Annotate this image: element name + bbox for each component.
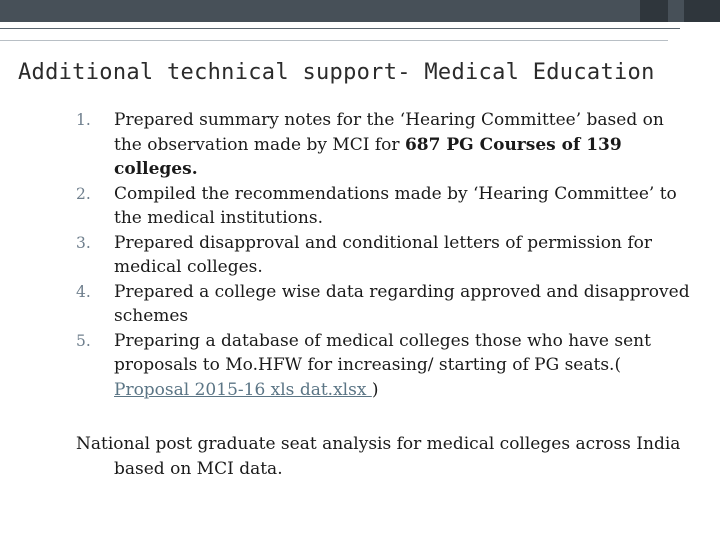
list-item-text: Prepared disapproval and conditional letters of permission for medical colleges. <box>114 232 652 277</box>
list-item-text-end: ) <box>371 379 379 400</box>
list-number: 5. <box>76 331 91 350</box>
list-item <box>76 329 696 403</box>
list-item <box>76 231 696 280</box>
list-item-bold-text: 687 PG Courses of 139 colleges. <box>114 134 622 179</box>
top-bar-segment <box>684 0 720 22</box>
slide-top-bar <box>0 0 720 22</box>
accent-line-secondary <box>0 40 668 41</box>
accent-line <box>0 28 680 29</box>
list-item <box>76 182 696 231</box>
list-number: 2. <box>76 184 91 203</box>
list-number: 3. <box>76 233 91 252</box>
list-number: 1. <box>76 111 91 129</box>
proposal-xlsx-link[interactable]: Proposal 2015-16 xls dat.xlsx <box>114 379 372 400</box>
list-item-text: Prepared summary notes for the ‘Hearing Committee’ based on the observation made by MCI for <box>114 110 664 155</box>
list-number: 4. <box>76 282 91 301</box>
list-item <box>76 280 696 329</box>
list-item-text: Prepared a college wise data regarding approved and disapproved schemes <box>114 281 690 326</box>
slide-title: Additional technical support- Medical Education <box>18 60 655 85</box>
list-item-text: Compiled the recommendations made by ‘Hearing Committee’ to the medical institutions. <box>114 183 677 228</box>
footer-paragraph: National post graduate seat analysis for medical colleges across India based on MCI data. <box>76 434 681 479</box>
top-bar-segment <box>640 0 668 22</box>
list-item-text: Preparing a database of medical colleges those who have sent proposals to Mo.HFW for increasing/ starting of PG seats.( <box>114 330 651 375</box>
numbered-list <box>76 108 696 402</box>
list-item <box>76 108 696 182</box>
